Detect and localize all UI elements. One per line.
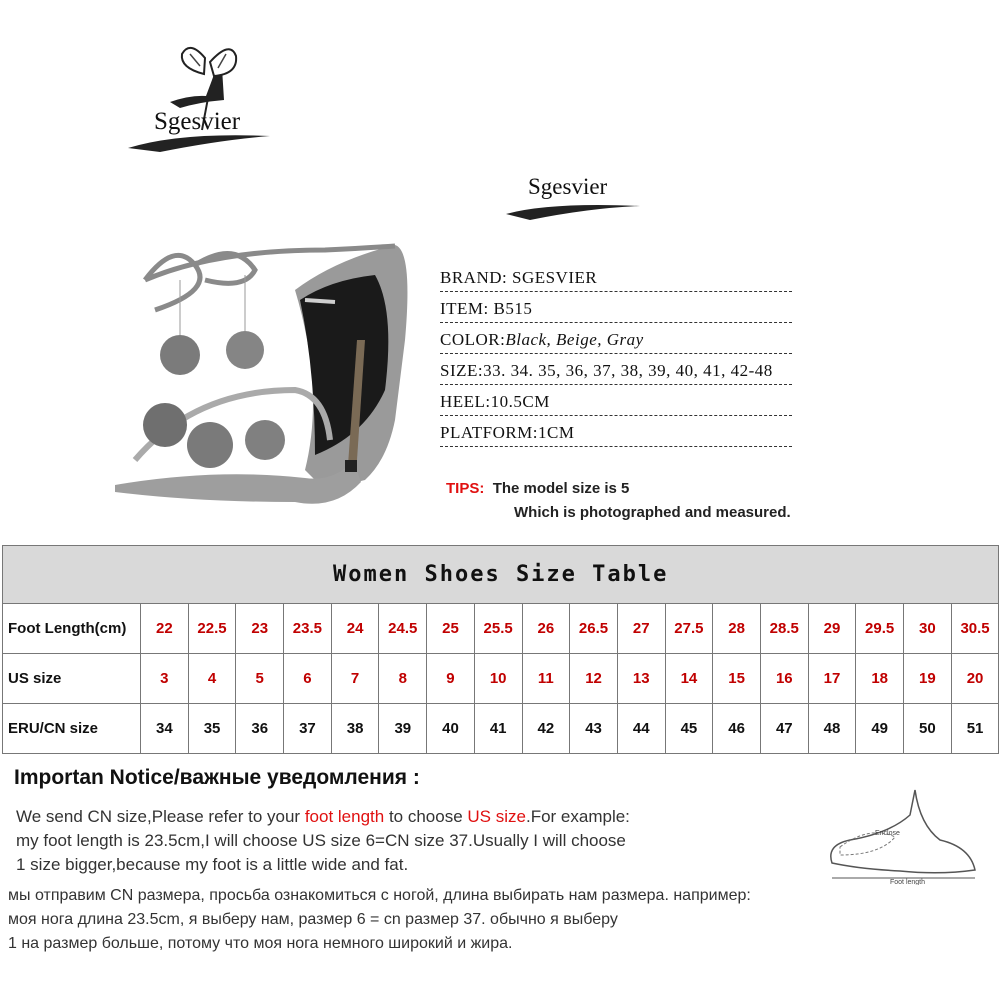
table-cell: 4 [188, 654, 236, 704]
table-cell: 49 [856, 704, 904, 754]
spec-heel [440, 390, 840, 421]
spec-value: 33. 34. 35, 36, 37, 38, 39, 40, 41, 42-48 [483, 361, 773, 380]
spec-label: PLATFORM: [440, 423, 539, 442]
spec-color [440, 328, 840, 359]
table-cell: 27.5 [665, 604, 713, 654]
table-cell: 23.5 [284, 604, 332, 654]
notice-text: We send CN size,Please refer to your [16, 807, 305, 826]
table-cell: 6 [284, 654, 332, 704]
brand-logo [120, 40, 290, 160]
table-cell: 9 [427, 654, 475, 704]
spec-platform [440, 421, 840, 452]
table-cell: 51 [951, 704, 999, 754]
table-cell: 11 [522, 654, 570, 704]
spec-divider [440, 322, 792, 323]
table-cell: 17 [808, 654, 856, 704]
table-cell: 40 [427, 704, 475, 754]
spec-value: SGESVIER [511, 268, 598, 287]
table-cell: 19 [904, 654, 952, 704]
spec-brand [440, 266, 840, 297]
spec-value: B515 [493, 299, 533, 318]
notice-text: 1 на размер больше, потому что моя нога немного широкий и жира. [8, 935, 513, 952]
spec-label: BRAND: [440, 268, 508, 287]
table-cell: 12 [570, 654, 618, 704]
brand-name: Sgesvier [154, 108, 241, 135]
table-cell: 13 [617, 654, 665, 704]
tips-line2: Which is photographed and measured. [514, 504, 791, 521]
size-table [2, 545, 999, 754]
table-cell: 44 [617, 704, 665, 754]
tips-label: TIPS: [446, 480, 485, 497]
table-cell: 25.5 [474, 604, 522, 654]
table-cell: 45 [665, 704, 713, 754]
table-cell: 35 [188, 704, 236, 754]
tips-note [446, 480, 791, 521]
spec-value: Black, Beige, Gray [505, 330, 644, 349]
table-cell: 8 [379, 654, 427, 704]
spec-divider [440, 291, 792, 292]
spec-label: COLOR: [440, 330, 506, 349]
butterfly-heel-icon [120, 40, 290, 160]
table-cell: 23 [236, 604, 284, 654]
product-specs [440, 266, 840, 452]
spec-label: SIZE: [440, 361, 484, 380]
spec-value: 10.5CM [490, 392, 550, 411]
table-cell: 22.5 [188, 604, 236, 654]
table-cell: 43 [570, 704, 618, 754]
notice-text: my foot length is 23.5cm,I will choose US size 6=CN size 37.Usually I will choose [16, 831, 626, 850]
row-header: Foot Length(cm) [3, 604, 141, 654]
row-header: ERU/CN size [3, 704, 141, 754]
table-cell: 29 [808, 604, 856, 654]
table-cell: 7 [331, 654, 379, 704]
table-cell: 5 [236, 654, 284, 704]
notice-english [16, 805, 630, 877]
table-cell: 26 [522, 604, 570, 654]
table-cell: 28 [713, 604, 761, 654]
table-cell: 46 [713, 704, 761, 754]
spec-divider [440, 415, 792, 416]
table-cell: 27 [617, 604, 665, 654]
table-cell: 24.5 [379, 604, 427, 654]
notice-russian [8, 884, 751, 956]
brand-logo-small [500, 168, 650, 228]
table-cell: 3 [141, 654, 189, 704]
notice-text: мы отправим CN размера, просьба ознакомиться с ногой, длина выбирать нам размера. например: [8, 887, 751, 904]
spec-divider [440, 353, 792, 354]
notice-highlight: foot length [304, 807, 385, 826]
table-cell: 47 [760, 704, 808, 754]
table-cell: 30.5 [951, 604, 999, 654]
table-cell: 41 [474, 704, 522, 754]
spec-label: ITEM: [440, 299, 489, 318]
foot-measure-diagram [820, 785, 990, 885]
enclose-label: Enclose [875, 830, 900, 837]
table-cell: 37 [284, 704, 332, 754]
table-cell: 25 [427, 604, 475, 654]
table-cell: 24 [331, 604, 379, 654]
notice-text: 1 size bigger,because my foot is a little wide and fat. [16, 855, 409, 874]
notice-title: Importan Notice/важные уведомления : [14, 766, 420, 789]
spec-divider [440, 446, 792, 447]
table-cell: 34 [141, 704, 189, 754]
table-cell: 22 [141, 604, 189, 654]
table-row-eru-cn-size [3, 704, 999, 754]
table-cell: 28.5 [760, 604, 808, 654]
table-cell: 39 [379, 704, 427, 754]
spec-size [440, 359, 840, 390]
product-image-sandal [95, 220, 425, 530]
spec-label: HEEL: [440, 392, 491, 411]
spec-divider [440, 384, 792, 385]
spec-value: 1CM [538, 423, 575, 442]
table-row-foot-length [3, 604, 999, 654]
table-cell: 42 [522, 704, 570, 754]
tips-line1: The model size is 5 [492, 480, 630, 497]
notice-text: to choose [384, 807, 468, 826]
table-cell: 26.5 [570, 604, 618, 654]
row-header: US size [3, 654, 141, 704]
table-cell: 30 [904, 604, 952, 654]
notice-text: .For example: [525, 807, 630, 826]
table-cell: 38 [331, 704, 379, 754]
notice-text: моя нога длина 23.5cm, я выберу нам, размер 6 = cn размер 37. обычно я выберу [8, 911, 618, 928]
table-cell: 14 [665, 654, 713, 704]
table-cell: 16 [760, 654, 808, 704]
foot-length-label: Foot length [890, 879, 926, 885]
table-cell: 36 [236, 704, 284, 754]
table-cell: 48 [808, 704, 856, 754]
table-cell: 29.5 [856, 604, 904, 654]
table-cell: 18 [856, 654, 904, 704]
table-cell: 10 [474, 654, 522, 704]
spec-item [440, 297, 840, 328]
notice-highlight: US size [467, 807, 526, 826]
brand-name-small: Sgesvier [528, 174, 608, 199]
table-row-us-size [3, 654, 999, 704]
size-table-title: Women Shoes Size Table [3, 546, 999, 604]
table-cell: 20 [951, 654, 999, 704]
table-cell: 15 [713, 654, 761, 704]
table-cell: 50 [904, 704, 952, 754]
